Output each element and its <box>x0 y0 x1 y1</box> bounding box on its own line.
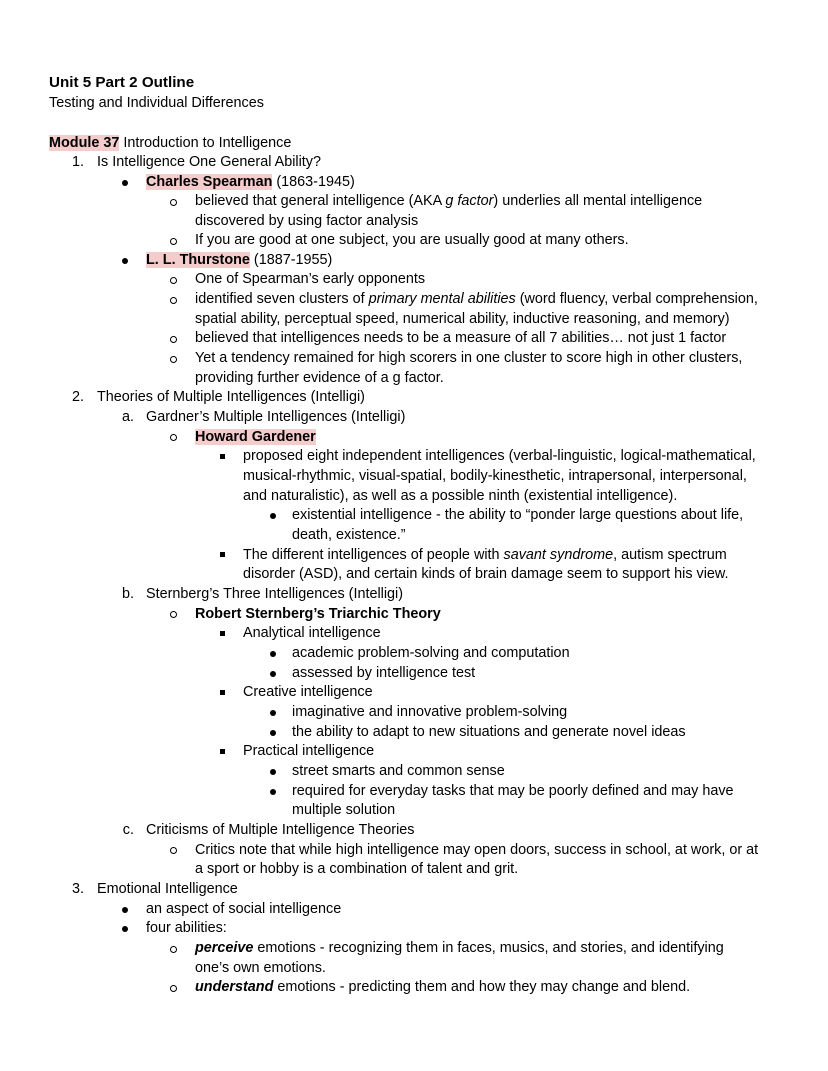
list-letter: a. <box>121 409 134 425</box>
list-item: Critics note that while high intelligence may open doors, success in school, at work, or at <box>195 842 759 858</box>
list-item-continued: death, existence.” <box>292 527 406 543</box>
section-1-heading: Is Intelligence One General Ability? <box>97 154 321 170</box>
subsection-c-heading: Criticisms of Multiple Intelligence Theories <box>146 822 415 838</box>
list-item: If you are good at one subject, you are usually good at many others. <box>195 232 629 248</box>
list-item: Yet a tendency remained for high scorers in one cluster to score high in other clusters, <box>195 350 743 366</box>
list-item: Analytical intelligence <box>243 625 381 641</box>
bullet-square <box>220 631 225 636</box>
bullet-ring <box>170 847 177 854</box>
text-run: emotions - recognizing them in faces, musics, and stories, and identifying <box>253 940 724 956</box>
thurstone-name: L. L. Thurstone <box>146 252 250 268</box>
bullet-dot <box>270 671 276 677</box>
bullet-dot <box>122 926 128 932</box>
list-item: street smarts and common sense <box>292 763 505 779</box>
text-run: ) underlies all mental intelligence <box>493 193 703 209</box>
bullet-dot <box>270 513 276 519</box>
list-item-continued: multiple solution <box>292 802 396 818</box>
list-item: academic problem-solving and computation <box>292 645 570 661</box>
module-label: Module 37 <box>49 135 120 151</box>
list-letter: c. <box>122 822 134 838</box>
list-number: 3. <box>71 881 84 897</box>
list-item <box>195 978 690 998</box>
list-item: Practical intelligence <box>243 743 375 759</box>
text-run: believed that general intelligence (AKA <box>195 193 446 209</box>
spearman-years: (1863-1945) <box>272 174 355 190</box>
list-item <box>195 939 724 959</box>
module-title: Introduction to Intelligence <box>119 135 292 151</box>
list-item: imaginative and innovative problem-solving <box>292 704 568 720</box>
list-item: proposed eight independent intelligences (verbal-linguistic, logical-mathematical, <box>243 448 756 464</box>
text-run: (word fluency, verbal comprehension, <box>515 291 758 307</box>
bullet-dot <box>122 180 128 186</box>
section-3-heading: Emotional Intelligence <box>97 881 238 897</box>
bullet-ring <box>170 238 177 245</box>
list-item: existential intelligence - the ability to “ponder large questions about life, <box>292 507 744 523</box>
spearman-name: Charles Spearman <box>146 174 273 190</box>
list-item: the ability to adapt to new situations and generate novel ideas <box>292 724 686 740</box>
list-item-continued: a sport or hobby is a combination of talent and grit. <box>195 861 519 877</box>
list-item: assessed by intelligence test <box>292 665 476 681</box>
thurstone-years: (1887-1955) <box>249 252 333 268</box>
list-item: four abilities: <box>146 920 227 936</box>
bullet-ring <box>170 277 177 284</box>
list-item: believed that intelligences needs to be a measure of all 7 abilities… not just 1 factor <box>195 330 727 346</box>
section-2-heading: Theories of Multiple Intelligences (Intelligi) <box>97 389 365 405</box>
list-item-continued: providing further evidence of a g factor. <box>195 370 444 386</box>
document-title: Unit 5 Part 2 Outline <box>49 74 195 91</box>
list-letter: b. <box>121 586 134 602</box>
bullet-ring <box>170 199 177 206</box>
module-heading <box>49 134 291 154</box>
understand-term: understand <box>195 979 274 995</box>
bullet-ring <box>170 946 177 953</box>
list-item <box>243 546 727 566</box>
list-item <box>195 290 758 310</box>
bullet-square <box>220 690 225 695</box>
subsection-a-heading: Gardner’s Multiple Intelligences (Intelligi) <box>146 409 406 425</box>
savant-syndrome-term: savant syndrome <box>503 547 614 563</box>
list-item: Creative intelligence <box>243 684 373 700</box>
bullet-ring <box>170 434 177 441</box>
text-run: emotions - predicting them and how they may change and blend. <box>273 979 691 995</box>
list-item: required for everyday tasks that may be poorly defined and may have <box>292 783 734 799</box>
bullet-dot <box>270 651 276 657</box>
document-subtitle: Testing and Individual Differences <box>49 95 264 111</box>
bullet-dot <box>270 730 276 736</box>
text-run: , autism spectrum <box>613 547 727 563</box>
list-item-continued: disorder (ASD), and certain kinds of brain damage seem to support his view. <box>243 566 729 582</box>
list-number: 1. <box>71 154 84 170</box>
bullet-dot <box>270 789 276 795</box>
list-item-continued: discovered by using factor analysis <box>195 213 419 229</box>
bullet-square <box>220 749 225 754</box>
list-item-continued: and naturalistic), as well as a possible ninth (existential intelligence). <box>243 488 678 504</box>
list-item: One of Spearman’s early opponents <box>195 271 426 287</box>
bullet-dot <box>122 258 128 264</box>
thurstone-heading <box>146 251 332 271</box>
list-item-continued: spatial ability, perceptual speed, numerical ability, inductive reasoning, and memory) <box>195 311 730 327</box>
bullet-ring <box>170 611 177 618</box>
subsection-b-heading: Sternberg’s Three Intelligences (Intelligi) <box>146 586 404 602</box>
list-item <box>195 192 702 212</box>
list-item-continued: one’s own emotions. <box>195 960 326 976</box>
text-run: identified seven clusters of <box>195 291 369 307</box>
gardner-name <box>195 428 316 448</box>
list-item-continued: musical-rhythmic, visual-spatial, bodily-kinesthetic, intrapersonal, interpersonal, <box>243 468 747 484</box>
bullet-dot <box>270 710 276 716</box>
gardner-name-text: Howard Gardener <box>195 429 316 445</box>
bullet-ring <box>170 985 177 992</box>
primary-mental-abilities-term: primary mental abilities <box>368 291 516 307</box>
bullet-dot <box>122 907 128 913</box>
bullet-dot <box>270 769 276 775</box>
list-number: 2. <box>71 389 84 405</box>
bullet-ring <box>170 356 177 363</box>
bullet-square <box>220 552 225 557</box>
bullet-ring <box>170 297 177 304</box>
g-factor-term: g factor <box>445 193 494 209</box>
list-item: an aspect of social intelligence <box>146 901 342 917</box>
bullet-ring <box>170 336 177 343</box>
spearman-heading <box>146 173 355 193</box>
perceive-term: perceive <box>195 940 254 956</box>
sternberg-name: Robert Sternberg’s Triarchic Theory <box>195 606 441 622</box>
bullet-square <box>220 454 225 459</box>
text-run: The different intelligences of people with <box>243 547 504 563</box>
